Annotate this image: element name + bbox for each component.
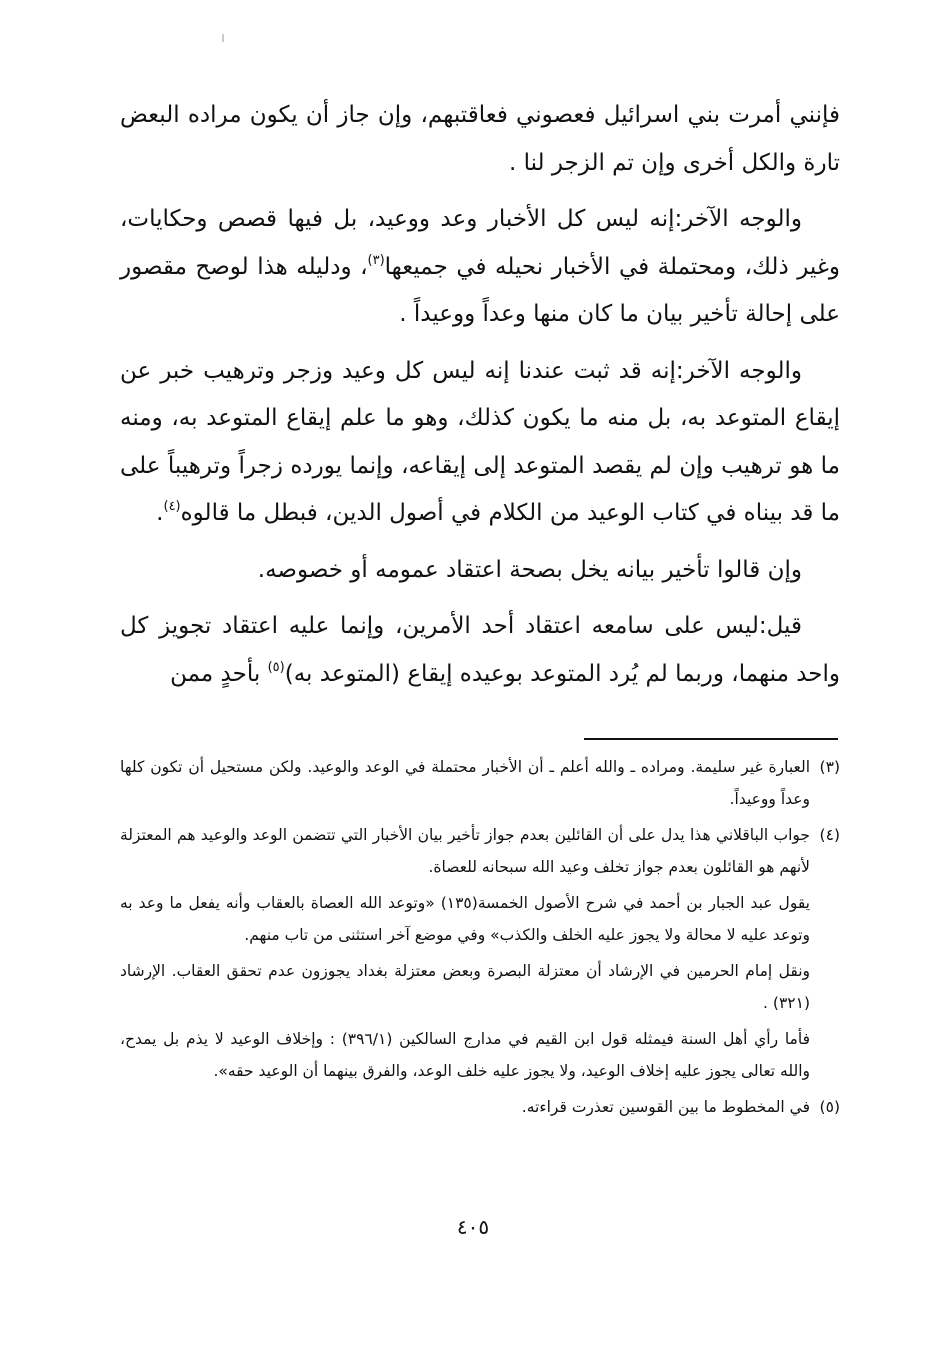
footnote-4 [120,820,840,883]
paragraph-2-text: والوجه الآخر:إنه ليس كل الأخبار وعد ووعيد، بل فيها قصص وحكايات، وغير ذلك، ومحتملة في الأخبار نحيله في جميعها [120,206,840,280]
footnote-divider [584,738,838,740]
footnote-4-number: (٤) [819,826,840,844]
paragraph-1 [120,92,840,187]
page-number: ٤٠٥ [456,1215,490,1239]
footnote-ref-4: (٤) [163,499,181,514]
footnote-4-continuation-2: ونقل إمام الحرمين في الإرشاد أن معتزلة البصرة وبعض معتزلة بغداد يجوزون عدم تحقق العقاب. الإرشاد (٣٢١) . [120,962,810,1012]
main-text [120,92,840,707]
paragraph-2 [120,196,840,339]
footnote-4-continuation-3: فأما رأي أهل السنة فيمثله قول ابن القيم في مدارج السالكين (٣٩٦/١) : وإخلاف الوعيد لا يذم بل يمدح، والله تعالى يجوز عليه إخلاف الوعيد، ولا يجوز عليه خلف الوعد، والفرق بينهما أن الوعيد حقه». [120,1030,810,1080]
paragraph-5-text: قيل:ليس على سامعه اعتقاد أحد الأمرين، وإنما عليه اعتقاد تجويز كل واحد منهما، وربما لم يُرد المتوعد بوعيده إيقاع (المتوعد به) [120,613,840,687]
paragraph-3-text: والوجه الآخر:إنه قد ثبت عندنا إنه ليس كل وعيد وزجر وترهيب خبر عن إيقاع المتوعد به، بل منه ما يكون كذلك، وهو ما علم إيقاع المتوعد به، ومنه ما هو ترهيب وإن لم يقصد المتوعد إلى إيقاعه، وإنما يورده زجراً وترهيباً على ما قد بيناه في كتاب الوعيد من الكلام في أصول الدين، فبطل ما قالوه [120,357,840,526]
paragraph-5-text-b: بأحدٍ ممن [170,660,268,687]
paragraph-3 [120,348,840,538]
footnote-ref-5: (٥) [267,659,285,675]
footnote-5-text: في المخطوط ما بين القوسين تعذرت قراءته. [521,1098,810,1116]
footnote-4-text: جواب الباقلاني هذا يدل على أن القائلين بعدم جواز تأخير بيان الأخبار التي تتضمن الوعد والوعيد هم المعتزلة لأنهم هو القائلون بعدم جواز تخلف وعيد الله سبحانه للعصاة. [120,826,810,876]
paragraph-4-text: وإن قالوا تأخير بيانه يخل بصحة اعتقاد عمومه أو خصوصه. [257,556,802,583]
paragraph-4 [120,547,840,595]
paragraph-1-text: فإنني أمرت بني اسرائيل فعصوني فعاقتبهم، وإن جاز أن يكون مراده البعض تارة والكل أخرى وإن تم الزجر لنا . [120,102,840,176]
paragraph-2-text-b: ، ودليله هذا لوصح مقصور على إحالة تأخير بيان ما كان منها وعداً ووعيداً . [120,253,840,327]
footnote-3 [120,752,840,815]
scan-mark [222,34,224,42]
footnote-3-text: العبارة غير سليمة. ومراده ـ والله أعلم ـ أن الأخبار محتملة في الوعد والوعيد. ولكن مستحيل أن تكون كلها وعداً ووعيداً. [120,758,810,808]
paragraph-5 [120,603,840,698]
footnote-5 [120,1092,840,1124]
footnote-4-continuation-1: يقول عبد الجبار بن أحمد في شرح الأصول الخمسة(١٣٥) «وتوعد الله العصاة بالعقاب وأنه يفعل ما وعد به وتوعد عليه لا محالة ولا يجوز عليه الخلف والكذب» وفي موضع آخر استثنى من تاب منهم. [120,894,810,944]
footnotes [120,752,840,1129]
footnote-ref-3: (٣) [367,252,385,268]
paragraph-3-end: . [156,500,164,526]
footnote-5-number: (٥) [819,1098,840,1116]
footnote-3-number: (٣) [819,758,840,776]
